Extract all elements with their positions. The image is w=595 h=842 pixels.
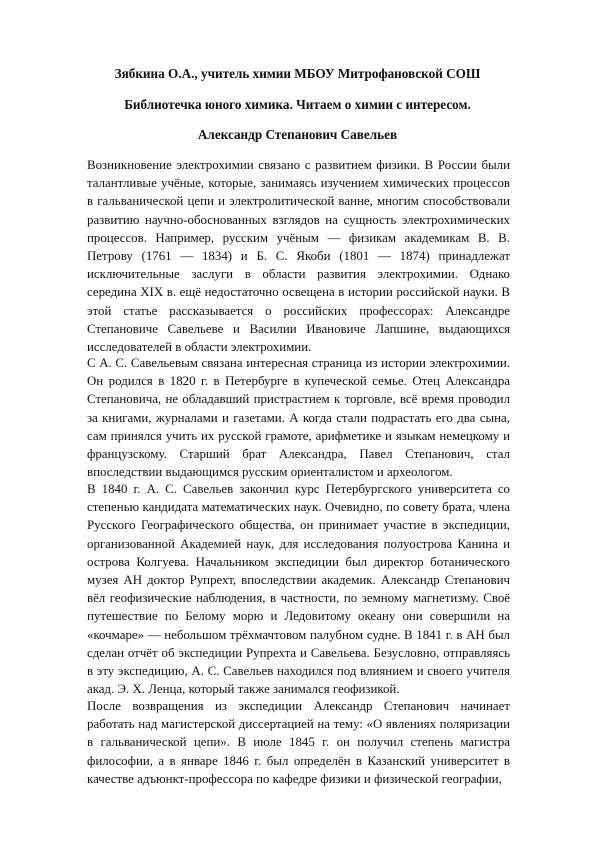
paragraph-text: После возвращения из экспедиции Александр Степанович начинает работать над магистерской диссертацией на тему: «О явлениях поляризации в гальванической цепи». В июле 1845 г. он получил степень магистра философии, а в январе 1846 г. был определён в Казанский университет в качестве адъюнкт-профессора по кафедре физики и физической географии, [87, 699, 510, 786]
article-title: Александр Степанович Савельев [197, 127, 398, 142]
paragraph-text: В 1840 г. А. С. Савельев закончил курс Петербургского университета со степенью кандидата математических наук. Очевидно, по совету брата, члена Русского Географического общества, он принимает участие в экспедиции, организованной Академией наук, для исследования полуострова Канина и острова Колгуева. Начальником экспедиции был директор ботанического музея АН доктор Рупрехт, впоследствии академик. Александр Степанович вёл геофизические наблюдения, в частности, по земному магнетизму. Своё путешествие по Белому морю и Ледовитому океану они совершили на «кочмаре» — небольшом трёхмачтовом палубном судне. В 1841 г. в АН был сделан отчёт об экспедиции Рупрехта и Савельева. Безусловно, отправляясь в эту экспедицию, А. С. Савельев находился под влиянием и своего учителя акад. Э. Х. Ленца, который также занимался геофизикой. [87, 482, 510, 697]
author-line: Зябкина О.А., учитель химии МБОУ Митрофановской СОШ [114, 66, 481, 81]
paragraph-biography [87, 354, 510, 481]
paragraph-text: С А. С. Савельевым связана интересная страница из истории электрохимии. Он родился в 1820 г. в Петербурге в купеческой семье. Отец Александра Степановича, не обладавший пристрастием к торговле, всё время проводил за книгами, журналами и газетами. А когда стали подрастать его два сына, сам принялся учить их русской грамоте, арифметике и языкам немецкому и французскому. Старший брат Александра, Павел Степанович, стал впоследствии выдающимся русским ориенталистом и археологом. [87, 356, 510, 480]
paragraph-intro [87, 156, 510, 356]
paragraph-expedition [87, 480, 510, 698]
paragraph-dissertation [87, 697, 510, 842]
series-line: Библиотечка юного химика. Читаем о химии с интересом. [124, 97, 471, 112]
paragraph-text: Возникновение электрохимии связано с развитием физики. В России были талантливые учёные, которые, занимаясь изучением химических процессов в гальванической цепи и электролитической ванне, многим способствовали развитию научно-обоснованных взглядов на сущность электрохимических процессов. Например, русским учёным — физикам академикам В. В. Петрову (1761 — 1834) и Б. С. Якоби (1801 — 1874) принадлежат исключительные заслуги в области развития электрохимии. Однако середина XIX в. ещё недостаточно освещена в истории российской науки. В этой статье рассказывается о российских профессорах: Александре Степановиче Савельеве и Василии Ивановиче Лапшине, выдающихся исследователей в области электрохимии. [87, 158, 510, 355]
